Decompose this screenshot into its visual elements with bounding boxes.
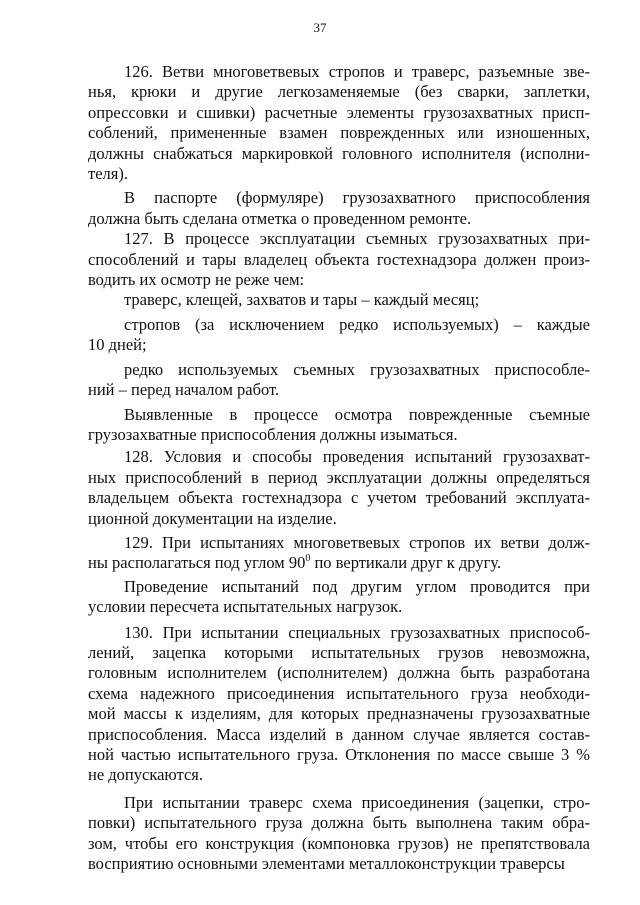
paragraph-p127d: [88, 405, 590, 446]
text-line: Выявленные в процессе осмотра поврежденные съемные: [124, 404, 590, 424]
paragraph-p126: [88, 62, 590, 184]
text-line: владельцем объекта гостехнадзора с учетом требований эксплуата-: [88, 488, 590, 508]
text-line: головным исполнителем (исполнителем) должна быть разработана: [88, 663, 590, 683]
text-line: При испытании траверс схема присоединения (зацепки, стро-: [124, 792, 590, 812]
paragraph-p127c: [88, 360, 590, 401]
text-line: приспособления. Масса изделий в данном случае является состав-: [88, 724, 590, 744]
text-line: 126. Ветви многоветвевых стропов и траверс, разъемные зве-: [124, 62, 590, 81]
degree-superscript: 0: [305, 553, 311, 565]
text-line: ной частью испытательного груза. Отклонения по массе свыше 3 %: [88, 745, 590, 764]
text-line: схема надежного присоединения испытательного груза необходи-: [88, 683, 590, 703]
text-line: опрессовки и сшивки) расчетные элементы грузозахватных присп-: [88, 102, 590, 122]
paragraph-p128: [88, 447, 590, 529]
text-line: восприятию основными элементами металлоконструкции траверсы: [88, 854, 565, 874]
paragraph-p127: [88, 229, 590, 290]
text-line: должны снабжаться маркировкой головного исполнителя (исполни-: [88, 143, 590, 163]
text-line: 127. В процессе эксплуатации съемных грузозахватных при-: [124, 229, 590, 249]
text-line: не допускаются.: [88, 765, 203, 785]
text-line: повки) испытательного груза должна быть выполнена таким обра-: [88, 813, 590, 833]
text-line: соблений, примененные взамен поврежденных или изношенных,: [88, 123, 590, 143]
text-line: лений, зацепка которыми испытательных грузов невозможна,: [88, 642, 590, 662]
text-line: редко используемых съемных грузозахватных приспособле-: [124, 359, 590, 379]
text-line: Проведение испытаний под другим углом проводится при: [124, 576, 590, 596]
text-line: ных приспособлений в период эксплуатации должны определяться: [88, 467, 590, 487]
paragraph-p126b: [88, 188, 590, 229]
document-body: [88, 62, 590, 874]
text-line: зом, чтобы его конструкция (компоновка грузов) не препятствовала: [88, 833, 590, 853]
text-line: условии пересчета испытательных нагрузок.: [88, 597, 403, 617]
paragraph-p129: [88, 533, 590, 574]
text-line: ционной документации на изделие.: [88, 508, 337, 528]
text-line: мой массы к изделиям, для которых предназначены грузозахватные: [88, 704, 590, 724]
paragraph-p130: [88, 623, 590, 786]
text-line: водить их осмотр не реже чем:: [88, 270, 305, 290]
text-line: должна быть сделана отметка о проведенном ремонте.: [88, 208, 472, 228]
text-line: 128. Условия и способы проведения испытаний грузозахват-: [124, 447, 590, 467]
paragraph-p127b: [88, 315, 590, 356]
text-line: 10 дней;: [88, 335, 147, 355]
text-line: В паспорте (формуляре) грузозахватного приспособления: [124, 188, 590, 208]
text-line: 130. При испытании специальных грузозахватных приспособ-: [124, 622, 590, 642]
page-number: 37: [313, 20, 327, 35]
text-line: 129. При испытаниях многоветвевых стропов их ветви долж-: [124, 532, 590, 552]
text-line: ний – перед началом работ.: [88, 380, 280, 400]
text-line: способлений и тары владелец объекта гостехнадзора должен произ-: [88, 249, 590, 269]
paragraph-p130b: [88, 793, 590, 875]
text-line: траверс, клещей, захватов и тары – каждый месяц;: [124, 290, 480, 310]
text-line: ны располагаться под углом $90^0$ по вертикали друг к другу.: [88, 553, 502, 573]
paragraph-p127a: [88, 290, 590, 310]
text-line: нья, крюки и другие легкозаменяемые (без сварки, заплетки,: [88, 82, 590, 102]
text-line: стропов (за исключением редко используемых) – каждые: [124, 314, 590, 334]
text-line: теля).: [88, 164, 128, 184]
paragraph-p129b: [88, 577, 590, 618]
text-line: грузозахватные приспособления должны изыматься.: [88, 424, 458, 444]
